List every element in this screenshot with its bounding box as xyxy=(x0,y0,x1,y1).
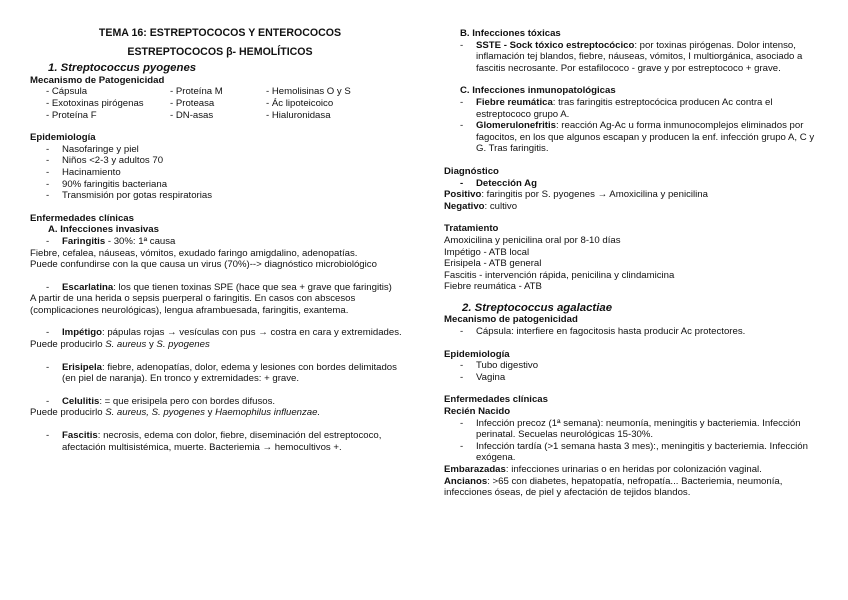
text-span: S. aureus, S. pyogenes xyxy=(105,407,205,419)
glomerulonefritis-name: Glomerulonefritis xyxy=(476,120,556,132)
mechanism-row xyxy=(30,86,410,98)
page-subtitle: ESTREPTOCOCOS β- HEMOLÍTICOS xyxy=(127,45,313,58)
list-item: - Nasofaringe y piel xyxy=(30,144,410,156)
diagnosis-title: Diagnóstico xyxy=(444,165,499,177)
mechanism-cell: - Proteasa xyxy=(170,97,215,109)
list-item: - Hacinamiento xyxy=(30,167,410,179)
immuno-infections-title: C. Infecciones inmunopatológicas xyxy=(460,85,616,97)
fascitis-list xyxy=(30,430,410,453)
fiebre-reumatica-name: Fiebre reumática xyxy=(476,96,553,108)
escarlatina-text: : los que tienen toxinas SPE (hace que sea + grave que faringitis) xyxy=(113,281,392,293)
s2-mechanism-title: Mecanismo de patogenicidad xyxy=(444,314,578,326)
text-span: Negativo xyxy=(444,200,485,212)
escarlatina-list xyxy=(30,282,410,294)
list-item: - Detección Ag xyxy=(444,178,824,190)
list-item: - Vagina xyxy=(444,372,824,384)
erisipela-text: : fiebre, adenopatías, dolor, edema y lesiones con bordes delimitados (en piel de naranja). En tronco y extremidades: + grave. xyxy=(62,361,397,385)
mechanism-title: Mecanismo de Patogenicidad xyxy=(30,74,165,86)
faringitis-list xyxy=(30,236,410,248)
impetigo-text: : pápulas rojas → vesículas con pus → costra en cara y extremidades. xyxy=(101,327,402,339)
list-item: - Niños <2-3 y adultos 70 xyxy=(30,155,410,167)
invasive-infections-title: A. Infecciones invasivas xyxy=(48,224,159,236)
mechanism-row xyxy=(30,98,410,110)
pregnant-line xyxy=(444,464,824,476)
list-item xyxy=(30,362,410,385)
sstt-name: SSTE - Sock tóxico estreptocócico xyxy=(476,39,635,51)
negative-line xyxy=(444,201,824,213)
epidemiology-list xyxy=(30,144,410,202)
list-item xyxy=(30,396,410,408)
text-span: : cultivo xyxy=(484,200,518,212)
list-item xyxy=(30,282,410,294)
mechanism-cell: - Cápsula xyxy=(46,86,88,98)
s2-clinical-title: Enfermedades clínicas xyxy=(444,394,548,406)
clinical-diseases-title: Enfermedades clínicas xyxy=(30,212,134,224)
list-item xyxy=(30,236,410,248)
newborn-title: Recién Nacido xyxy=(444,406,511,418)
left-column xyxy=(30,28,410,453)
list-item: - Infección precoz (1ª semana): neumonía, meningitis y bacteriemia. Infección perinatal. Secuelas neurológicas 15-30%. xyxy=(444,418,824,441)
toxic-list xyxy=(444,40,824,75)
sstt-text: : por toxinas pirógenas. Dolor intenso, inflamación tej blandos, fiebre, náuseas, vómitos, I multiorgánica, asociado a fascitis necrosante. Por estafilococo - grave y por estreptococo + grave. xyxy=(476,39,803,74)
erisipela-list xyxy=(30,362,410,385)
faringitis-text: - 30%: 1ª causa xyxy=(105,235,176,247)
faringitis-name: Faringitis xyxy=(62,235,106,247)
text-span: : >65 con diabetes, hepatopatía, nefropatía... Bacteriemia, neumonía, infecciones óseas, de piel y afectación de tejidos blandos. xyxy=(444,475,783,499)
treatment-line: Impétigo - ATB local xyxy=(444,246,530,258)
toxic-infections-title: B. Infecciones tóxicas xyxy=(460,28,561,39)
s2-epidemiology-title: Epidemiología xyxy=(444,348,510,360)
impetigo-paragraph xyxy=(30,339,410,351)
mechanism-cell: - Ác lipoteicoico xyxy=(266,97,334,109)
treatment-line: Erisipela - ATB general xyxy=(444,258,542,270)
mechanism-cell: - DN-asas xyxy=(170,109,214,121)
newborn-list xyxy=(444,418,824,464)
faringitis-paragraph: Fiebre, cefalea, náuseas, vómitos, exudado faringo amigdalino, adenopatías. xyxy=(30,247,358,259)
list-item: - Cápsula: interfiere en fagocitosis hasta producir Ac protectores. xyxy=(444,326,824,338)
impetigo-list xyxy=(30,327,410,339)
mechanism-table xyxy=(30,86,410,121)
escarlatina-name: Escarlatina xyxy=(62,281,114,293)
celulitis-list xyxy=(30,396,410,408)
section-1-heading: 1. Streptococcus pyogenes xyxy=(48,62,197,75)
text-span: y xyxy=(204,407,216,419)
epidemiology-title: Epidemiología xyxy=(30,132,96,144)
list-item: - Transmisión por gotas respiratorias xyxy=(30,190,410,202)
list-item xyxy=(444,120,824,155)
text-span: S. aureus xyxy=(105,339,147,351)
text-span: S. pyogenes xyxy=(156,339,210,351)
treatment-line: Fiebre reumática - ATB xyxy=(444,281,542,293)
fiebre-reumatica-text: : tras faringitis estreptocócica producen Ac contra el estreptococo grupo A. xyxy=(476,96,773,120)
fascitis-text: : necrosis, edema con dolor, fiebre, diseminación del estreptococo, afectación multisistémica, muerte. Bacteriemia → hemocultivos +. xyxy=(62,430,382,453)
list-item xyxy=(30,430,410,453)
immuno-list xyxy=(444,97,824,155)
list-item: - Infección tardía (>1 semana hasta 3 mes):, meningitis y bacteriemia. Infección exógena. xyxy=(444,441,824,464)
text-span: Positivo xyxy=(444,189,482,201)
treatment-title: Tratamiento xyxy=(444,223,499,235)
text-span: : infecciones urinarias o en heridas por colonización vaginal. xyxy=(505,464,762,475)
mechanism-cell: - Hialuronidasa xyxy=(266,109,331,121)
text-span: : faringitis por S. pyogenes → Amoxicilina y penicilina xyxy=(481,189,708,201)
list-item xyxy=(444,40,824,75)
treatment-line: Amoxicilina y penicilina oral por 8-10 días xyxy=(444,234,621,246)
mechanism-cell: - Hemolisinas O y S xyxy=(266,86,351,98)
text-span: Haemophilus influenzae. xyxy=(215,407,321,419)
list-item xyxy=(30,327,410,339)
page-title: TEMA 16: ESTREPTOCOCOS Y ENTEROCOCOS xyxy=(98,27,342,39)
glomerulonefritis-text: : reacción Ag-Ac u forma inmunocomplejos eliminados por fagocitos, en los que algunos escapan y producen la enf. infección grupo A, C y G. Tras faringitis. xyxy=(476,120,815,155)
text-span: Ancianos xyxy=(444,475,488,487)
diagnosis-list xyxy=(444,178,824,190)
mechanism-cell: - Exotoxinas pirógenas xyxy=(46,97,144,109)
s2-mechanism-list xyxy=(444,326,824,338)
right-column xyxy=(444,28,824,499)
celulitis-paragraph xyxy=(30,407,410,419)
list-item xyxy=(444,97,824,120)
text-span: Puede producirlo xyxy=(30,407,106,419)
section-2-heading: 2. Streptococcus agalactiae xyxy=(462,301,613,314)
s2-epidemiology-list xyxy=(444,360,824,383)
faringitis-paragraph-2: Puede confundirse con la que causa un virus (70%)--> diagnóstico microbiológico xyxy=(30,259,377,271)
text-span: Puede producirlo xyxy=(30,339,106,351)
celulitis-text: : = que erisipela pero con bordes difusos. xyxy=(99,395,276,407)
elderly-line xyxy=(444,476,824,499)
list-item: - 90% faringitis bacteriana xyxy=(30,179,410,191)
mechanism-cell: - Proteína F xyxy=(46,109,97,121)
mechanism-row xyxy=(30,110,410,122)
fascitis-name: Fascitis xyxy=(62,430,98,442)
celulitis-name: Celulitis xyxy=(62,395,100,407)
mechanism-cell: - Proteína M xyxy=(170,86,223,98)
escarlatina-paragraph: A partir de una herida o sepsis puerperal o faringitis. En casos con abscesos (complicaciones neurológicas), lengua aframbuesada, faringitis, exantema. xyxy=(30,293,356,316)
text-span: Embarazadas xyxy=(444,464,506,475)
erisipela-name: Erisipela xyxy=(62,361,102,373)
impetigo-name: Impétigo xyxy=(62,327,102,339)
treatment-line: Fascitis - intervención rápida, penicilina y clindamicina xyxy=(444,269,675,281)
text-span: y xyxy=(146,339,157,351)
list-item: - Tubo digestivo xyxy=(444,360,824,372)
positive-line xyxy=(444,189,824,201)
